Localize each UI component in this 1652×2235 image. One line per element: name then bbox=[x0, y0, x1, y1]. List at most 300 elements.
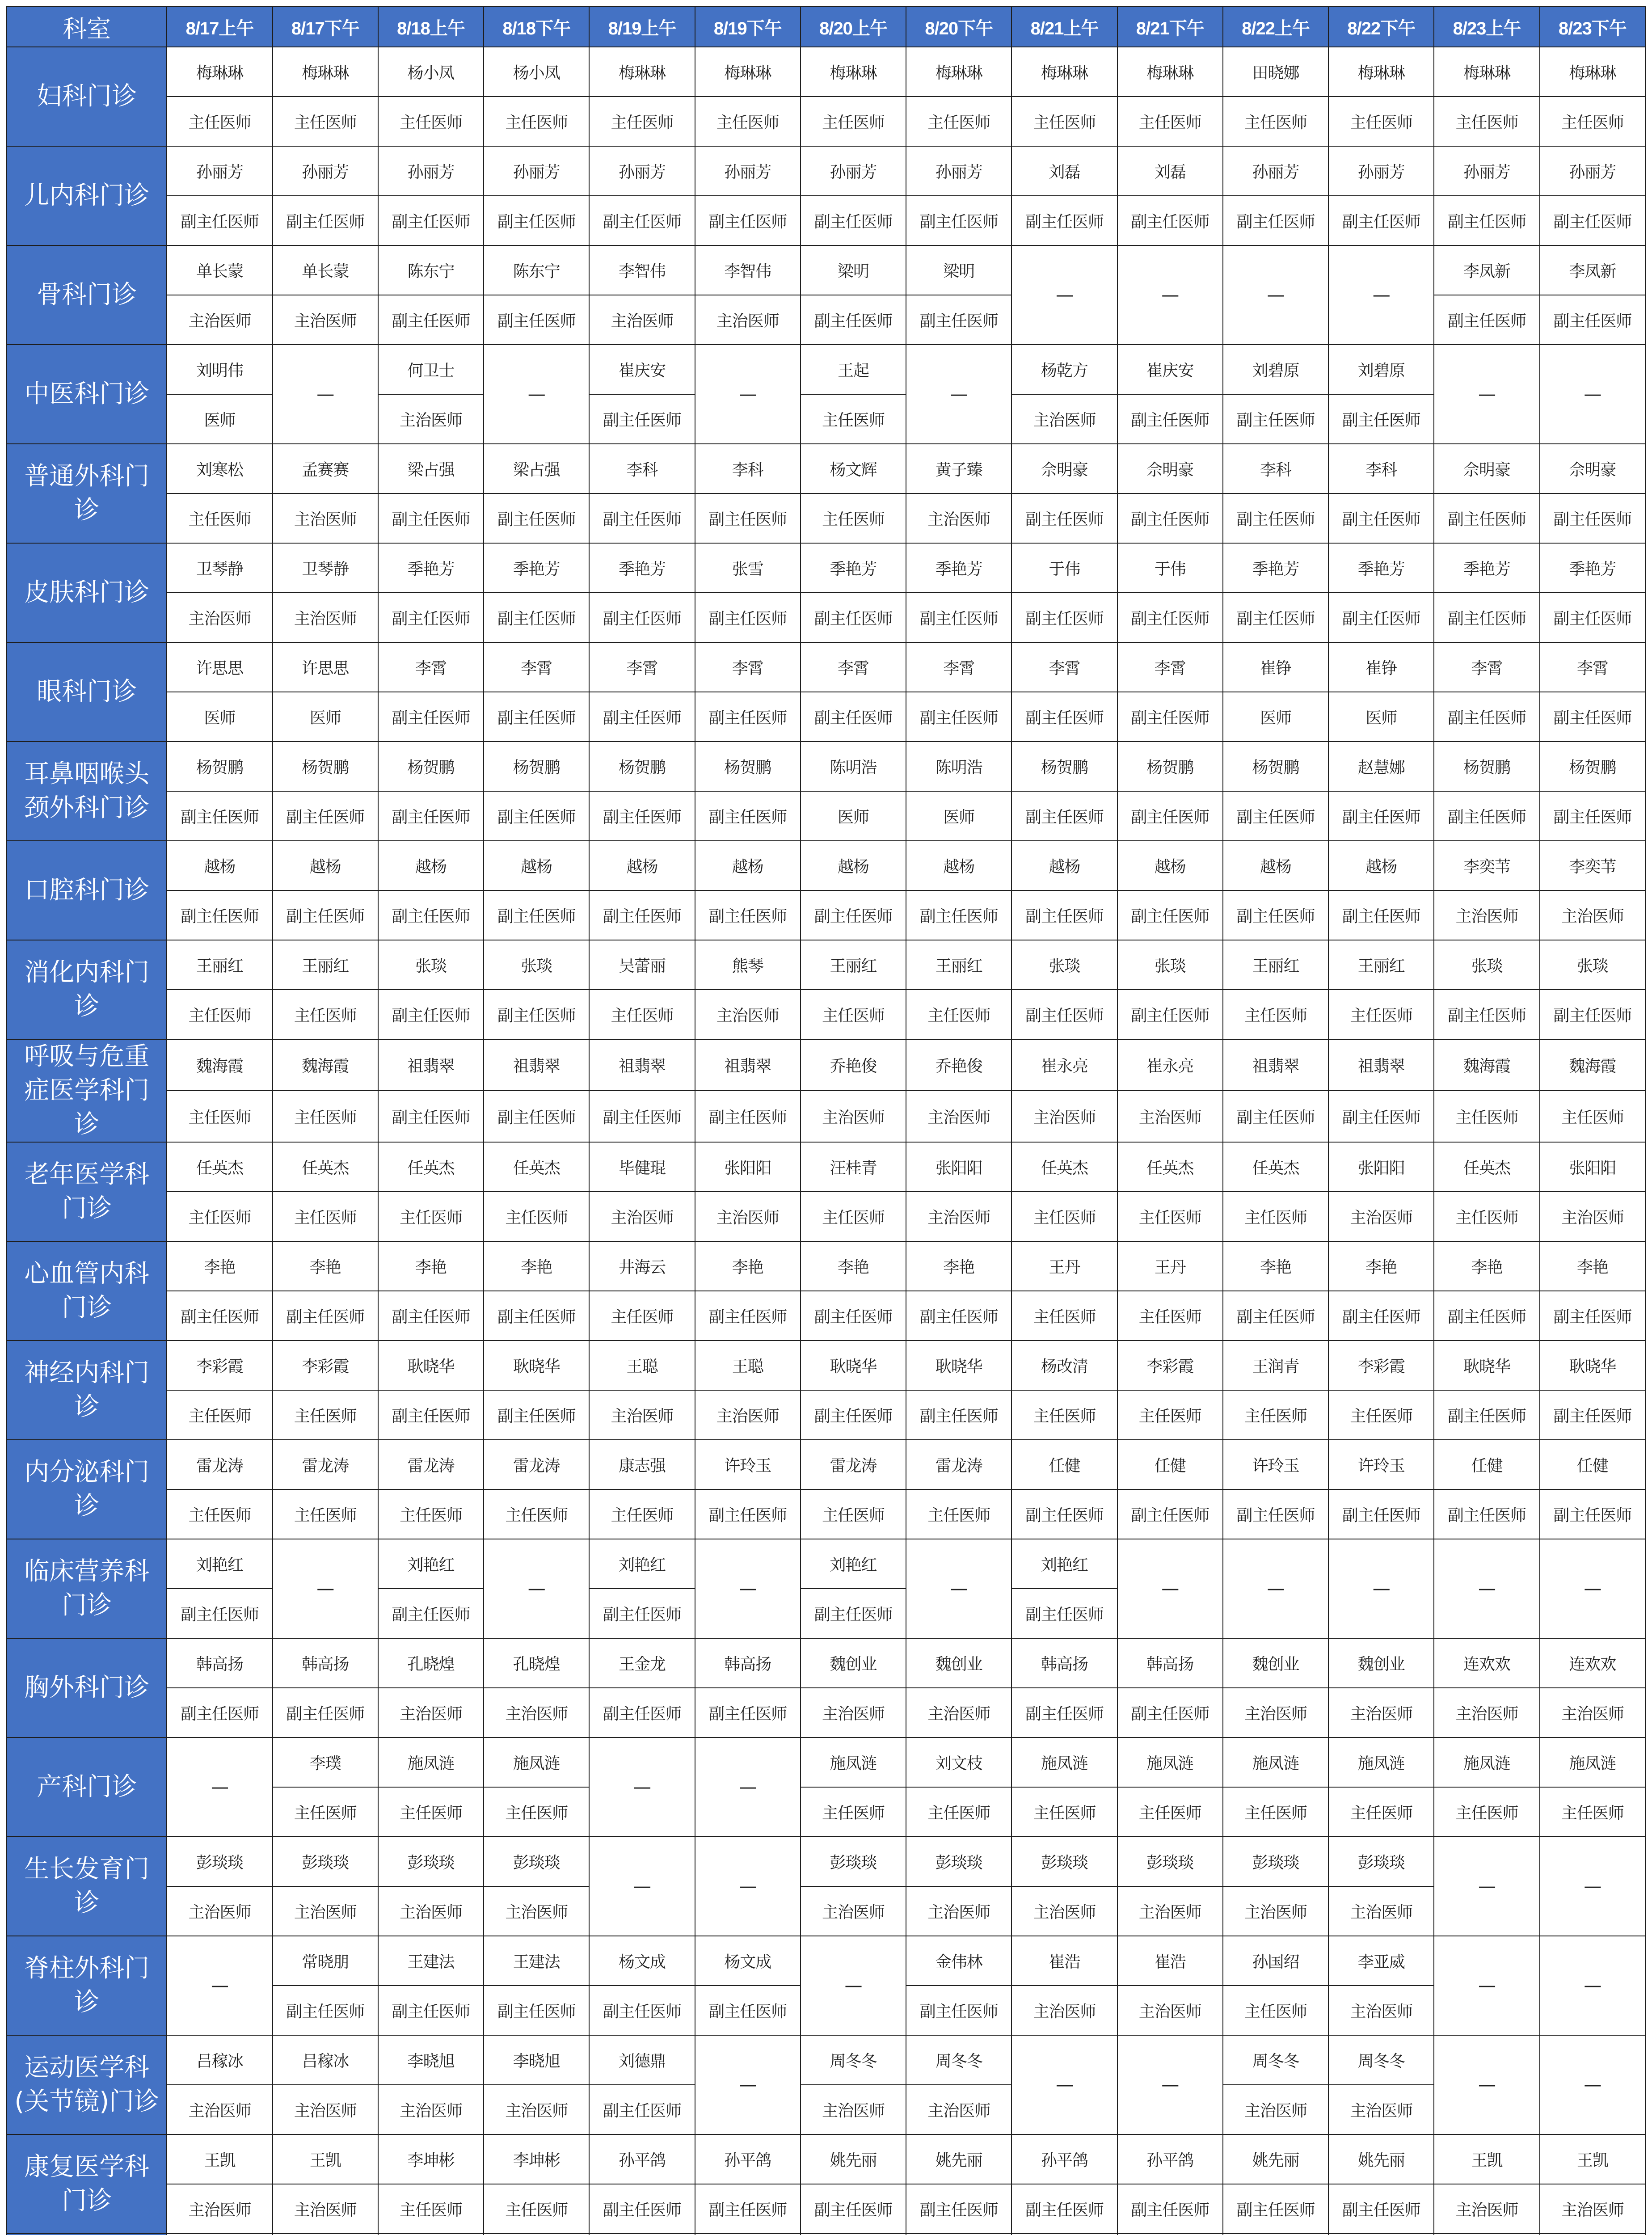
doctor-name: 张琰 bbox=[484, 940, 589, 990]
doctor-name: 杨文辉 bbox=[801, 444, 906, 493]
doctor-title: 主任医师 bbox=[1223, 990, 1328, 1039]
doctor-name: 彭琰琰 bbox=[1117, 1837, 1223, 1886]
department-row-doctor bbox=[7, 1341, 1645, 1390]
doctor-title: 副主任医师 bbox=[1540, 196, 1645, 245]
doctor-title: 副主任医师 bbox=[1011, 990, 1117, 1039]
doctor-title: 主任医师 bbox=[273, 1787, 378, 1837]
doctor-title: 副主任医师 bbox=[1223, 791, 1328, 841]
doctor-name: 梅琳琳 bbox=[801, 47, 906, 97]
doctor-title: 副主任医师 bbox=[1434, 493, 1539, 543]
doctor-title: 副主任医师 bbox=[378, 1390, 484, 1440]
doctor-title: 医师 bbox=[167, 394, 272, 444]
doctor-title: 副主任医师 bbox=[1117, 2184, 1223, 2234]
doctor-title: 主任医师 bbox=[801, 97, 906, 146]
doctor-title: 主治医师 bbox=[378, 394, 484, 444]
department-row-doctor bbox=[7, 742, 1645, 791]
doctor-title: 主治医师 bbox=[1540, 890, 1645, 940]
doctor-name: 越杨 bbox=[1328, 841, 1434, 890]
doctor-name: 季艳芳 bbox=[484, 543, 589, 593]
no-clinic-mark: — bbox=[1540, 1837, 1645, 1936]
doctor-title: 副主任医师 bbox=[695, 593, 801, 642]
doctor-name: 孙丽芳 bbox=[1540, 146, 1645, 196]
doctor-name: 李晓旭 bbox=[484, 2035, 589, 2085]
no-clinic-mark: — bbox=[1223, 1539, 1328, 1638]
doctor-title: 副主任医师 bbox=[1328, 394, 1434, 444]
doctor-name: 韩高扬 bbox=[695, 1638, 801, 1688]
doctor-title: 副主任医师 bbox=[906, 692, 1011, 742]
session-header: 8/22下午 bbox=[1328, 7, 1434, 47]
doctor-name: 越杨 bbox=[1117, 841, 1223, 890]
doctor-name: 祖翡翠 bbox=[1328, 1039, 1434, 1091]
doctor-name: 黄子臻 bbox=[906, 444, 1011, 493]
doctor-name: 单长蒙 bbox=[167, 245, 272, 295]
doctor-name: 崔浩 bbox=[1117, 1936, 1223, 1986]
doctor-title: 副主任医师 bbox=[1434, 692, 1539, 742]
department-name: 眼科门诊 bbox=[7, 642, 167, 742]
doctor-name: 任英杰 bbox=[1434, 1142, 1539, 1192]
doctor-title: 主任医师 bbox=[273, 1390, 378, 1440]
department-row-title bbox=[7, 1192, 1645, 1241]
doctor-title: 副主任医师 bbox=[801, 2184, 906, 2234]
doctor-title: 主治医师 bbox=[1223, 1688, 1328, 1737]
doctor-name: 雷龙涛 bbox=[906, 1440, 1011, 1489]
department-row-doctor bbox=[7, 1837, 1645, 1886]
doctor-name: 张阳阳 bbox=[1540, 1142, 1645, 1192]
doctor-title: 副主任医师 bbox=[1011, 1489, 1117, 1539]
doctor-name: 王聪 bbox=[589, 1341, 695, 1390]
session-header: 8/17下午 bbox=[273, 7, 378, 47]
doctor-name: 越杨 bbox=[273, 841, 378, 890]
doctor-name: 梅琳琳 bbox=[273, 47, 378, 97]
doctor-title: 副主任医师 bbox=[589, 394, 695, 444]
doctor-name: 崔永亮 bbox=[1117, 1039, 1223, 1091]
doctor-name: 刘艳红 bbox=[589, 1539, 695, 1589]
department-row-doctor bbox=[7, 543, 1645, 593]
doctor-name: 卫琴静 bbox=[167, 543, 272, 593]
doctor-name: 周冬冬 bbox=[906, 2035, 1011, 2085]
doctor-title: 副主任医师 bbox=[1011, 791, 1117, 841]
doctor-name: 李霄 bbox=[1540, 642, 1645, 692]
doctor-name: 佘明豪 bbox=[1434, 444, 1539, 493]
doctor-name: 张琰 bbox=[1540, 940, 1645, 990]
department-row-title bbox=[7, 1886, 1645, 1936]
doctor-title: 主任医师 bbox=[167, 1091, 272, 1142]
doctor-name: 张阳阳 bbox=[1328, 1142, 1434, 1192]
doctor-name: 雷龙涛 bbox=[167, 1440, 272, 1489]
doctor-title: 主任医师 bbox=[167, 97, 272, 146]
doctor-title: 副主任医师 bbox=[378, 1986, 484, 2035]
doctor-name: 张琰 bbox=[1011, 940, 1117, 990]
doctor-name: 许思思 bbox=[273, 642, 378, 692]
doctor-name: 杨贺鹏 bbox=[1540, 742, 1645, 791]
doctor-title: 主任医师 bbox=[1540, 97, 1645, 146]
doctor-title: 副主任医师 bbox=[906, 196, 1011, 245]
doctor-name: 杨小凤 bbox=[484, 47, 589, 97]
department-name: 老年医学科门诊 bbox=[7, 1142, 167, 1241]
doctor-name: 施凤涟 bbox=[1011, 1737, 1117, 1787]
doctor-name: 施凤涟 bbox=[1117, 1737, 1223, 1787]
doctor-name: 越杨 bbox=[589, 841, 695, 890]
no-clinic-mark: — bbox=[1540, 1936, 1645, 2035]
doctor-name: 祖翡翠 bbox=[695, 1039, 801, 1091]
session-header: 8/19下午 bbox=[695, 7, 801, 47]
doctor-name: 张琰 bbox=[1117, 940, 1223, 990]
department-column-header: 科室 bbox=[7, 7, 167, 47]
doctor-name: 李奕苇 bbox=[1434, 841, 1539, 890]
department-name: 儿内科门诊 bbox=[7, 146, 167, 245]
doctor-name: 任英杰 bbox=[167, 1142, 272, 1192]
doctor-title: 副主任医师 bbox=[695, 1091, 801, 1142]
department-row-title bbox=[7, 890, 1645, 940]
doctor-name: 杨贺鹏 bbox=[1223, 742, 1328, 791]
doctor-name: 季艳芳 bbox=[589, 543, 695, 593]
doctor-title: 主任医师 bbox=[1223, 1986, 1328, 2035]
no-clinic-mark: — bbox=[484, 1539, 589, 1638]
doctor-title: 主任医师 bbox=[589, 990, 695, 1039]
doctor-name: 任英杰 bbox=[273, 1142, 378, 1192]
department-row-doctor bbox=[7, 345, 1645, 394]
department-row-doctor bbox=[7, 1539, 1645, 1589]
doctor-title: 副主任医师 bbox=[1434, 1291, 1539, 1341]
doctor-title: 主治医师 bbox=[167, 2184, 272, 2234]
department-name: 妇科门诊 bbox=[7, 47, 167, 146]
doctor-name: 孙丽芳 bbox=[1328, 146, 1434, 196]
doctor-name: 李凤新 bbox=[1540, 245, 1645, 295]
doctor-title: 副主任医师 bbox=[1434, 593, 1539, 642]
doctor-name: 梁占强 bbox=[484, 444, 589, 493]
doctor-name: 韩高扬 bbox=[1011, 1638, 1117, 1688]
doctor-title: 副主任医师 bbox=[167, 791, 272, 841]
doctor-name: 杨小凤 bbox=[378, 47, 484, 97]
doctor-title: 主任医师 bbox=[167, 1489, 272, 1539]
doctor-title: 副主任医师 bbox=[167, 1291, 272, 1341]
department-row-doctor bbox=[7, 1039, 1645, 1091]
department-name: 皮肤科门诊 bbox=[7, 543, 167, 642]
department-row-doctor bbox=[7, 2134, 1645, 2184]
doctor-title: 主任医师 bbox=[1011, 1192, 1117, 1241]
no-clinic-mark: — bbox=[1328, 245, 1434, 345]
doctor-title: 副主任医师 bbox=[1540, 295, 1645, 345]
doctor-title: 副主任医师 bbox=[589, 1589, 695, 1638]
doctor-title: 主任医师 bbox=[484, 1192, 589, 1241]
doctor-name: 任英杰 bbox=[1223, 1142, 1328, 1192]
department-row-title bbox=[7, 1489, 1645, 1539]
doctor-title: 主任医师 bbox=[378, 97, 484, 146]
doctor-title: 副主任医师 bbox=[1328, 791, 1434, 841]
doctor-name: 崔铮 bbox=[1223, 642, 1328, 692]
doctor-name: 耿晓华 bbox=[1540, 1341, 1645, 1390]
doctor-name: 李彩霞 bbox=[273, 1341, 378, 1390]
doctor-name: 梅琳琳 bbox=[906, 47, 1011, 97]
doctor-title: 医师 bbox=[1328, 692, 1434, 742]
doctor-name: 孙丽芳 bbox=[589, 146, 695, 196]
doctor-name: 季艳芳 bbox=[1434, 543, 1539, 593]
doctor-title: 副主任医师 bbox=[1117, 394, 1223, 444]
doctor-title: 主治医师 bbox=[1117, 1886, 1223, 1936]
department-row-title bbox=[7, 990, 1645, 1039]
no-clinic-mark: — bbox=[801, 1936, 906, 2035]
doctor-title: 副主任医师 bbox=[1328, 1489, 1434, 1539]
no-clinic-mark: — bbox=[1434, 1837, 1539, 1936]
doctor-name: 李奕苇 bbox=[1540, 841, 1645, 890]
doctor-title: 主任医师 bbox=[1011, 1291, 1117, 1341]
department-name: 康复医学科门诊 bbox=[7, 2134, 167, 2234]
doctor-title: 主任医师 bbox=[273, 1192, 378, 1241]
doctor-name: 梁明 bbox=[801, 245, 906, 295]
no-clinic-mark: — bbox=[484, 345, 589, 444]
doctor-title: 主任医师 bbox=[1223, 1390, 1328, 1440]
doctor-name: 孔晓煌 bbox=[484, 1638, 589, 1688]
doctor-title: 主治医师 bbox=[1011, 1886, 1117, 1936]
doctor-name: 连欢欢 bbox=[1540, 1638, 1645, 1688]
doctor-title: 副主任医师 bbox=[484, 593, 589, 642]
doctor-title: 主任医师 bbox=[167, 1390, 272, 1440]
doctor-name: 雷龙涛 bbox=[801, 1440, 906, 1489]
doctor-name: 祖翡翠 bbox=[589, 1039, 695, 1091]
doctor-title: 主任医师 bbox=[484, 2184, 589, 2234]
doctor-name: 王丹 bbox=[1117, 1241, 1223, 1291]
doctor-name: 王凯 bbox=[1540, 2134, 1645, 2184]
doctor-title: 副主任医师 bbox=[589, 791, 695, 841]
doctor-name: 李艳 bbox=[378, 1241, 484, 1291]
doctor-name: 李科 bbox=[695, 444, 801, 493]
doctor-title: 副主任医师 bbox=[484, 692, 589, 742]
doctor-name: 于伟 bbox=[1117, 543, 1223, 593]
doctor-title: 副主任医师 bbox=[378, 990, 484, 1039]
department-row-doctor bbox=[7, 245, 1645, 295]
doctor-title: 副主任医师 bbox=[1011, 493, 1117, 543]
department-name: 呼吸与危重症医学科门诊 bbox=[7, 1039, 167, 1142]
doctor-title: 副主任医师 bbox=[695, 196, 801, 245]
doctor-title: 副主任医师 bbox=[589, 2085, 695, 2134]
doctor-name: 李艳 bbox=[1434, 1241, 1539, 1291]
doctor-name: 彭琰琰 bbox=[906, 1837, 1011, 1886]
doctor-name: 施凤涟 bbox=[801, 1737, 906, 1787]
doctor-title: 副主任医师 bbox=[273, 196, 378, 245]
doctor-name: 吴蕾丽 bbox=[589, 940, 695, 990]
no-clinic-mark: — bbox=[273, 345, 378, 444]
doctor-title: 主任医师 bbox=[1540, 1091, 1645, 1142]
doctor-name: 任英杰 bbox=[1117, 1142, 1223, 1192]
doctor-title: 副主任医师 bbox=[1117, 593, 1223, 642]
doctor-name: 魏创业 bbox=[1328, 1638, 1434, 1688]
doctor-name: 陈明浩 bbox=[906, 742, 1011, 791]
doctor-title: 主治医师 bbox=[1434, 2184, 1539, 2234]
department-row-title bbox=[7, 593, 1645, 642]
doctor-name: 李艳 bbox=[801, 1241, 906, 1291]
department-row-title bbox=[7, 2085, 1645, 2134]
doctor-name: 乔艳俊 bbox=[906, 1039, 1011, 1091]
doctor-name: 陈东宁 bbox=[378, 245, 484, 295]
session-header: 8/23上午 bbox=[1434, 7, 1539, 47]
doctor-title: 副主任医师 bbox=[1011, 593, 1117, 642]
doctor-name: 熊琴 bbox=[695, 940, 801, 990]
doctor-title: 主任医师 bbox=[801, 1489, 906, 1539]
department-row-title bbox=[7, 2184, 1645, 2234]
doctor-name: 刘碧原 bbox=[1223, 345, 1328, 394]
doctor-name: 李霄 bbox=[695, 642, 801, 692]
doctor-name: 王丽红 bbox=[906, 940, 1011, 990]
doctor-name: 杨贺鹏 bbox=[1011, 742, 1117, 791]
doctor-title: 副主任医师 bbox=[906, 890, 1011, 940]
doctor-title: 副主任医师 bbox=[589, 890, 695, 940]
doctor-title: 主治医师 bbox=[273, 1886, 378, 1936]
doctor-title: 主治医师 bbox=[484, 1886, 589, 1936]
header-row bbox=[7, 7, 1645, 47]
doctor-name: 杨贺鹏 bbox=[1117, 742, 1223, 791]
doctor-title: 主治医师 bbox=[1328, 1886, 1434, 1936]
doctor-title: 主治医师 bbox=[1328, 1192, 1434, 1241]
doctor-name: 李智伟 bbox=[589, 245, 695, 295]
doctor-name: 陈明浩 bbox=[801, 742, 906, 791]
doctor-name: 李艳 bbox=[1328, 1241, 1434, 1291]
doctor-title: 主治医师 bbox=[484, 1688, 589, 1737]
doctor-name: 刘磊 bbox=[1117, 146, 1223, 196]
doctor-name: 任健 bbox=[1117, 1440, 1223, 1489]
doctor-title: 副主任医师 bbox=[1328, 890, 1434, 940]
doctor-title: 副主任医师 bbox=[378, 593, 484, 642]
doctor-title: 主治医师 bbox=[589, 295, 695, 345]
doctor-title: 主任医师 bbox=[1434, 1787, 1539, 1837]
doctor-title: 副主任医师 bbox=[1434, 295, 1539, 345]
doctor-name: 刘艳红 bbox=[167, 1539, 272, 1589]
session-header: 8/20上午 bbox=[801, 7, 906, 47]
doctor-name: 刘德鼎 bbox=[589, 2035, 695, 2085]
doctor-title: 副主任医师 bbox=[378, 1291, 484, 1341]
doctor-name: 王建法 bbox=[484, 1936, 589, 1986]
doctor-title: 副主任医师 bbox=[1117, 990, 1223, 1039]
doctor-name: 孙平鸽 bbox=[1011, 2134, 1117, 2184]
doctor-title: 主任医师 bbox=[1011, 1787, 1117, 1837]
doctor-title: 主治医师 bbox=[1434, 1688, 1539, 1737]
doctor-title: 医师 bbox=[273, 692, 378, 742]
doctor-title: 副主任医师 bbox=[484, 1091, 589, 1142]
doctor-title: 主治医师 bbox=[695, 1192, 801, 1241]
session-header: 8/18下午 bbox=[484, 7, 589, 47]
doctor-name: 李霄 bbox=[1117, 642, 1223, 692]
doctor-title: 主任医师 bbox=[1223, 1787, 1328, 1837]
doctor-name: 耿晓华 bbox=[378, 1341, 484, 1390]
doctor-name: 刘磊 bbox=[1011, 146, 1117, 196]
doctor-title: 副主任医师 bbox=[1223, 394, 1328, 444]
doctor-title: 副主任医师 bbox=[801, 1589, 906, 1638]
doctor-name: 王丽红 bbox=[1328, 940, 1434, 990]
doctor-name: 魏海霞 bbox=[273, 1039, 378, 1091]
doctor-title: 主任医师 bbox=[273, 990, 378, 1039]
doctor-title: 主治医师 bbox=[801, 1886, 906, 1936]
doctor-name: 祖翡翠 bbox=[378, 1039, 484, 1091]
doctor-title: 副主任医师 bbox=[906, 1390, 1011, 1440]
doctor-title: 副主任医师 bbox=[906, 593, 1011, 642]
doctor-title: 副主任医师 bbox=[1223, 1091, 1328, 1142]
doctor-title: 副主任医师 bbox=[906, 1291, 1011, 1341]
doctor-title: 副主任医师 bbox=[695, 493, 801, 543]
doctor-title: 主治医师 bbox=[1434, 890, 1539, 940]
doctor-name: 杨文成 bbox=[695, 1936, 801, 1986]
department-row-title bbox=[7, 196, 1645, 245]
doctor-name: 梅琳琳 bbox=[589, 47, 695, 97]
doctor-name: 孙丽芳 bbox=[801, 146, 906, 196]
doctor-name: 张雪 bbox=[695, 543, 801, 593]
doctor-name: 李霄 bbox=[1011, 642, 1117, 692]
doctor-title: 主任医师 bbox=[484, 97, 589, 146]
doctor-title: 副主任医师 bbox=[1117, 196, 1223, 245]
doctor-title: 副主任医师 bbox=[484, 295, 589, 345]
doctor-title: 主治医师 bbox=[695, 295, 801, 345]
department-name: 临床营养科门诊 bbox=[7, 1539, 167, 1638]
department-row-doctor bbox=[7, 1638, 1645, 1688]
doctor-title: 副主任医师 bbox=[801, 692, 906, 742]
department-name: 内分泌科门诊 bbox=[7, 1440, 167, 1539]
doctor-title: 副主任医师 bbox=[695, 1489, 801, 1539]
doctor-title: 副主任医师 bbox=[273, 1291, 378, 1341]
doctor-title: 主治医师 bbox=[167, 2085, 272, 2134]
department-name: 普通外科门诊 bbox=[7, 444, 167, 543]
doctor-title: 主治医师 bbox=[1011, 394, 1117, 444]
doctor-name: 杨乾方 bbox=[1011, 345, 1117, 394]
doctor-title: 主任医师 bbox=[589, 97, 695, 146]
doctor-name: 许玲玉 bbox=[695, 1440, 801, 1489]
doctor-name: 任健 bbox=[1011, 1440, 1117, 1489]
doctor-name: 梅琳琳 bbox=[167, 47, 272, 97]
doctor-name: 魏创业 bbox=[801, 1638, 906, 1688]
doctor-title: 主治医师 bbox=[801, 1688, 906, 1737]
doctor-title: 主任医师 bbox=[1328, 1390, 1434, 1440]
doctor-name: 许玲玉 bbox=[1328, 1440, 1434, 1489]
doctor-name: 王凯 bbox=[273, 2134, 378, 2184]
doctor-title: 副主任医师 bbox=[1011, 1589, 1117, 1638]
doctor-name: 李科 bbox=[589, 444, 695, 493]
doctor-title: 主治医师 bbox=[801, 2085, 906, 2134]
department-name: 心血管内科门诊 bbox=[7, 1241, 167, 1341]
doctor-name: 李科 bbox=[1223, 444, 1328, 493]
doctor-name: 彭琰琰 bbox=[1011, 1837, 1117, 1886]
doctor-title: 副主任医师 bbox=[1540, 493, 1645, 543]
department-name: 耳鼻咽喉头颈外科门诊 bbox=[7, 742, 167, 841]
doctor-title: 主治医师 bbox=[167, 593, 272, 642]
doctor-title: 副主任医师 bbox=[1540, 593, 1645, 642]
doctor-name: 杨贺鹏 bbox=[378, 742, 484, 791]
doctor-title: 副主任医师 bbox=[484, 196, 589, 245]
doctor-name: 孙丽芳 bbox=[1434, 146, 1539, 196]
doctor-name: 吕稼冰 bbox=[273, 2035, 378, 2085]
doctor-title: 主治医师 bbox=[906, 2085, 1011, 2134]
doctor-title: 主任医师 bbox=[906, 97, 1011, 146]
doctor-name: 李艳 bbox=[167, 1241, 272, 1291]
doctor-name: 卫琴静 bbox=[273, 543, 378, 593]
doctor-title: 主治医师 bbox=[906, 1886, 1011, 1936]
doctor-title: 主治医师 bbox=[906, 1688, 1011, 1737]
doctor-title: 副主任医师 bbox=[273, 1986, 378, 2035]
doctor-name: 孙平鸽 bbox=[589, 2134, 695, 2184]
no-clinic-mark: — bbox=[167, 1737, 272, 1837]
doctor-title: 副主任医师 bbox=[695, 2184, 801, 2234]
doctor-title: 副主任医师 bbox=[1011, 2184, 1117, 2234]
doctor-name: 周冬冬 bbox=[1223, 2035, 1328, 2085]
doctor-name: 李璞 bbox=[273, 1737, 378, 1787]
doctor-name: 祖翡翠 bbox=[484, 1039, 589, 1091]
doctor-name: 雷龙涛 bbox=[484, 1440, 589, 1489]
doctor-title: 副主任医师 bbox=[378, 493, 484, 543]
doctor-title: 主治医师 bbox=[484, 2085, 589, 2134]
doctor-name: 李霄 bbox=[906, 642, 1011, 692]
doctor-name: 李霄 bbox=[1434, 642, 1539, 692]
doctor-title: 主治医师 bbox=[589, 1192, 695, 1241]
doctor-title: 主治医师 bbox=[1328, 1688, 1434, 1737]
department-name: 产科门诊 bbox=[7, 1737, 167, 1837]
doctor-name: 韩高扬 bbox=[273, 1638, 378, 1688]
doctor-title: 主任医师 bbox=[906, 1787, 1011, 1837]
